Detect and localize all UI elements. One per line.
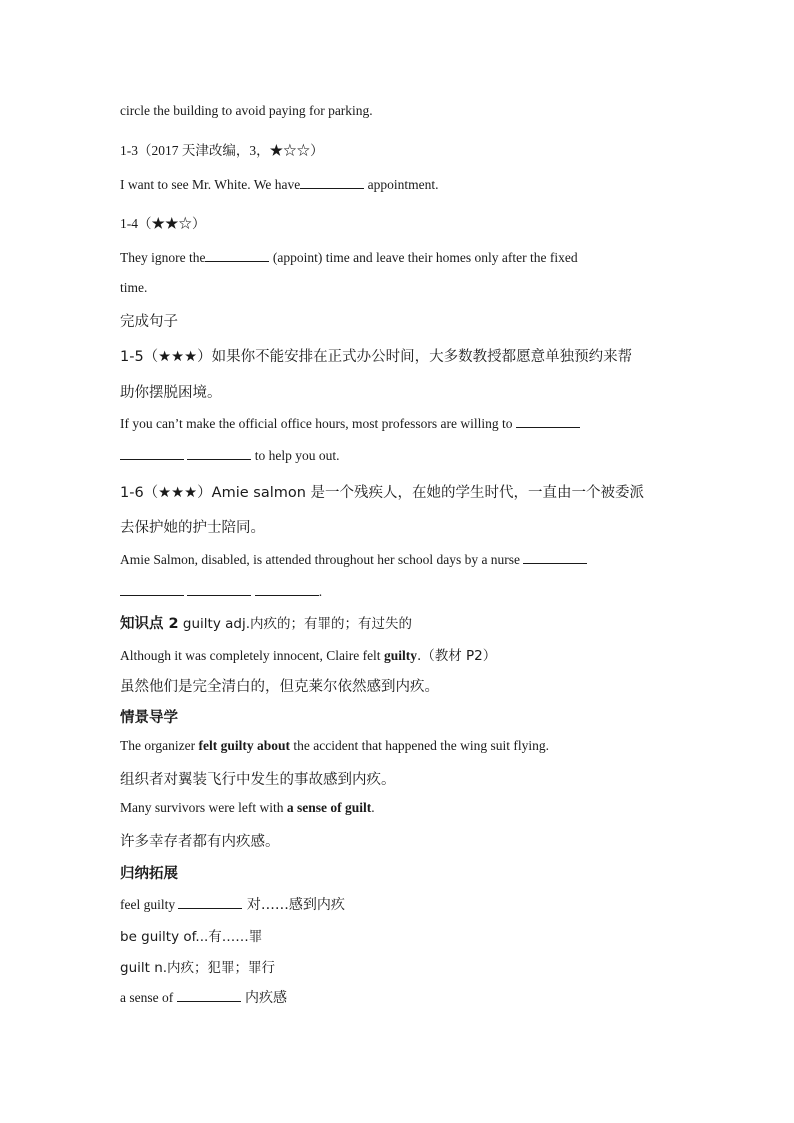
sentence-text: .（教材 P2） — [416, 648, 497, 664]
question-sentence — [120, 551, 587, 568]
knowledge-point-label: 知识点 2 — [120, 616, 179, 632]
sentence-text: . — [318, 584, 323, 599]
expansion-item — [120, 925, 262, 945]
answer-blank[interactable] — [120, 583, 184, 596]
question-sentence — [120, 447, 340, 464]
section-title: 情景导学 — [120, 710, 178, 726]
sentence-text: Amie Salmon, disabled, is attended throughout her school days by a nurse — [120, 552, 524, 567]
answer-blank[interactable] — [187, 583, 251, 596]
sentence-text: 内疚感 — [240, 990, 288, 1006]
question-header: 1-4（★★☆） — [120, 216, 206, 231]
sentence-text: appointment. — [364, 177, 439, 192]
section-title: 归纳拓展 — [120, 866, 178, 882]
text-line: 助你摆脱困境。 — [120, 385, 222, 401]
question-header: 1-6（★★★）Amie salmon 是一个残疾人，在她的学生时代，一直由一个被委派 — [120, 485, 645, 501]
keyword: guilty — [383, 648, 417, 663]
sentence-text: guilt n.内疚；犯罪；罪行 — [120, 960, 276, 976]
question-header: 1-5（★★★）如果你不能安排在正式办公时间，大多数教授都愿意单独预约来帮 — [120, 349, 633, 365]
sentence-text: to help you out. — [251, 448, 340, 463]
translation: 虽然他们是完全清白的，但克莱尔依然感到内疚。 — [120, 679, 439, 695]
knowledge-point-definition: guilty adj.内疚的；有罪的；有过失的 — [178, 616, 413, 632]
answer-blank[interactable] — [178, 896, 242, 909]
keyword: felt guilty about — [198, 738, 290, 753]
answer-blank[interactable] — [300, 176, 364, 189]
sentence-text: the accident that happened the wing suit flying. — [289, 738, 550, 753]
keyword: a sense of guilt — [286, 800, 372, 815]
text-line: circle the building to avoid paying for parking. — [120, 103, 373, 118]
section-title: 完成句子 — [120, 314, 178, 330]
sentence-text: 对……感到内疚 — [242, 897, 345, 913]
answer-blank[interactable] — [205, 249, 269, 262]
answer-blank[interactable] — [120, 447, 184, 460]
translation: 许多幸存者都有内疚感。 — [120, 834, 280, 850]
example-sentence — [120, 738, 549, 754]
question-sentence — [120, 583, 322, 600]
sentence-text: I want to see Mr. White. We have — [120, 177, 301, 192]
expansion-item — [120, 956, 275, 976]
translation: 组织者对翼装飞行中发生的事故感到内疚。 — [120, 772, 396, 788]
sentence-text: Many survivors were left with — [120, 800, 287, 815]
example-sentence — [120, 644, 496, 664]
example-sentence — [120, 800, 375, 816]
sentence-text: If you can’t make the official office hours, most professors are willing to — [120, 416, 516, 431]
answer-blank[interactable] — [177, 989, 241, 1002]
answer-blank[interactable] — [516, 415, 580, 428]
sentence-text: be guilty of...有……罪 — [120, 929, 263, 945]
text-line: 去保护她的护士陪同。 — [120, 520, 265, 536]
question-sentence — [120, 249, 578, 266]
question-sentence — [120, 415, 580, 432]
expansion-item — [120, 894, 345, 914]
answer-blank[interactable] — [523, 551, 587, 564]
question-sentence — [120, 176, 439, 193]
sentence-text: . — [371, 800, 375, 815]
question-header: 1-3（2017 天津改编，3，★☆☆） — [120, 143, 324, 158]
sentence-text: Although it was completely innocent, Claire felt — [120, 648, 384, 663]
sentence-text: feel guilty — [120, 897, 179, 912]
sentence-text: They ignore the — [120, 250, 206, 265]
text-line: time. — [120, 280, 148, 295]
answer-blank[interactable] — [187, 447, 251, 460]
sentence-text: The organizer — [120, 738, 199, 753]
sentence-text: a sense of — [120, 990, 177, 1005]
answer-blank[interactable] — [255, 583, 319, 596]
knowledge-point-heading — [120, 612, 412, 633]
sentence-text: (appoint) time and leave their homes only after the fixed — [269, 250, 578, 265]
expansion-item — [120, 987, 287, 1007]
